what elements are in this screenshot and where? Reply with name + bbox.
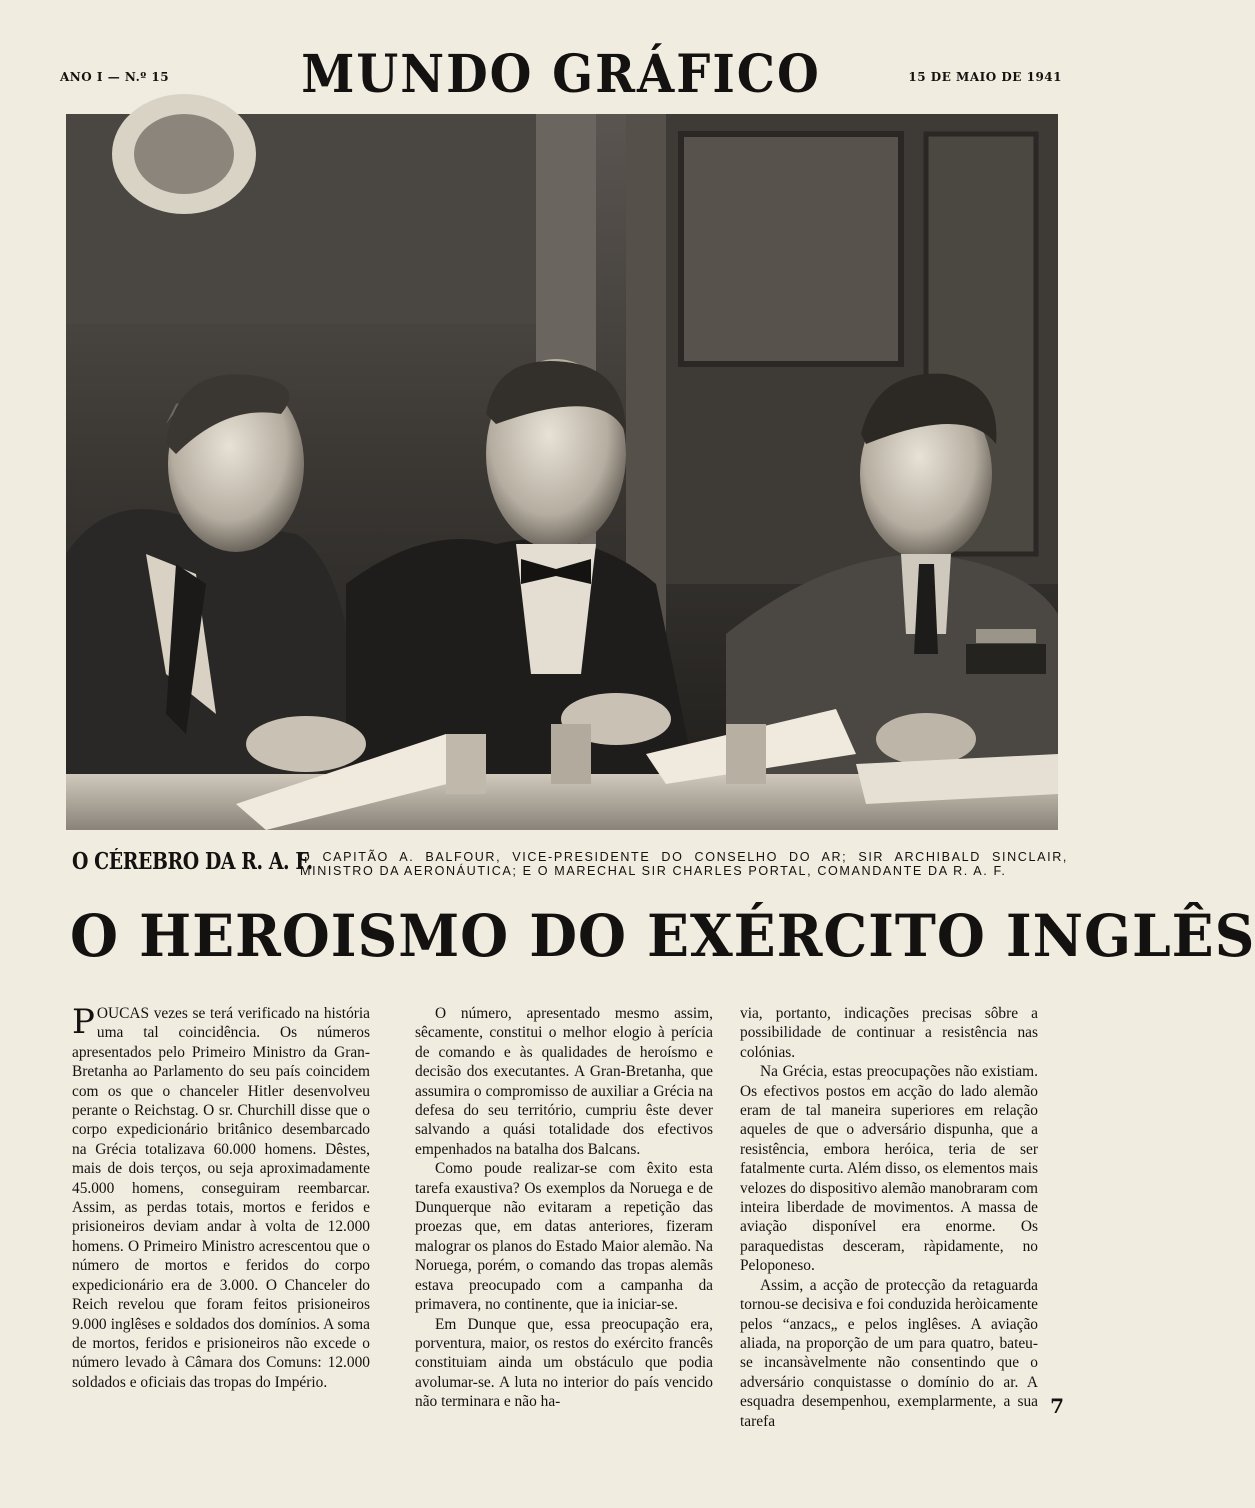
drop-cap: P: [72, 1002, 95, 1042]
issue-date: 15 DE MAIO DE 1941: [908, 70, 1062, 84]
article-column-1: [72, 1004, 370, 1392]
caption-text: O CAPITÃO A. BALFOUR, VICE-PRESIDENTE DO CONSELHO DO AR; SIR ARCHIBALD SINCLAIR, MINISTRO DA AERONÁUTICA; E O MARECHAL SIR CHARLES PORTAL, COMANDANTE DA R. A. F.: [300, 850, 1068, 878]
page-number: 7: [1050, 1394, 1064, 1418]
paragraph-text: OUCAS vezes se terá verificado na história uma tal coincidência. Os números apresentados pelo Primeiro Ministro da Gran-Bretanha ao Parlamento do seu país coincidem com os que o chanceler Hitler desenvolveu perante o Reichstag. O sr. Churchill disse que o corpo expedicionário britânico desembarcado na Grécia totalizava 60.000 homens. Dêstes, mais de dois terços, ou seja aproximadamente 45.000 homens, conseguiram reembarcar. Assim, as perdas totais, mortos e feridos e prisioneiros deviam andar à volta de 12.000 homens. O Primeiro Ministro acrescentou que o número de mortos e feridos do corpo expedicionário era de 3.000. O Chanceler do Reich revelou que foram feitos prisioneiros 9.000 inglêses e soldados dos domínios. A soma de mortos, feridos e prisioneiros não excede o número levado à Câmara dos Comuns: 12.000 soldados e oficiais das tropas do Império.: [72, 1005, 370, 1391]
paragraph: Como poude realizar-se com êxito esta tarefa exaustiva? Os exemplos da Noruega e de Dunquerque não evitaram a repetição das proezas que, em datas anteriores, fizeram malograr os planos do Estado Maior alemão. Na Noruega, porém, o comando das tropas alemãs estava preocupado com a campanha da primavera, no continente, que ia iniciar-se.: [415, 1160, 713, 1314]
paragraph: Em Dunque que, essa preocupação era, porventura, maior, os restos do exército francês constituiam ainda um obstáculo que podia avolumar-se. A luta no interior do país vencido não terminara e não ha-: [415, 1315, 713, 1411]
magazine-title: MUNDO GRÁFICO: [301, 42, 821, 105]
article-headline: O HEROISMO DO EXÉRCITO INGLÊS: [70, 902, 1255, 970]
issue-number: ANO I — N.º 15: [60, 70, 170, 84]
photograph-three-men-at-table-icon: [66, 114, 1058, 830]
paragraph: O número, apresentado mesmo assim, sêcamente, constitui o melhor elogio à perícia de comando e às qualidades de heroísmo e decisão dos executantes. A Gran-Bretanha, que assumira o compromisso de auxiliar a Grécia na defesa do seu território, cumpriu êste dever salvando a quási totalidade dos efectivos empenhados na batalha dos Balcans.: [415, 1005, 713, 1158]
paragraph: [72, 1004, 370, 1392]
paragraph: Na Grécia, estas preocupações não existiam. Os efectivos postos em acção do lado alemão eram de tal maneira superiores em relação aqueles de que o adversário dispunha, que a resistência, embora heróica, teria de ser fatalmente curta. Além disso, os elementos mais velozes do dispositivo alemão manobraram com inteira liberdade de movimentos. A massa de aviação disponível era enorme. Os paraquedistas desceram, ràpidamente, no Peloponeso.: [740, 1063, 1038, 1275]
masthead: [60, 38, 1062, 108]
photo-caption: [72, 848, 1068, 882]
paragraph: via, portanto, indicações precisas sôbre a possibilidade de continuar a resistência nas colónias.: [740, 1005, 1038, 1061]
main-photograph: [66, 114, 1058, 830]
article-column-2: [415, 1004, 713, 1412]
paragraph: Assim, a acção de protecção da retaguarda tornou-se decisiva e foi conduzida heròicamente pelos “anzacs„ e pelos inglêses. A aviação aliada, na proporção de um para quatro, bateu-se incansàvelmente não consentindo que o adversário conquistasse o domínio do ar. A esquadra desempenhou, exemplarmente, a sua tarefa: [740, 1276, 1038, 1430]
caption-heading: O CÉREBRO DA R. A. F.: [72, 848, 313, 875]
article-column-3: [740, 1004, 1038, 1431]
